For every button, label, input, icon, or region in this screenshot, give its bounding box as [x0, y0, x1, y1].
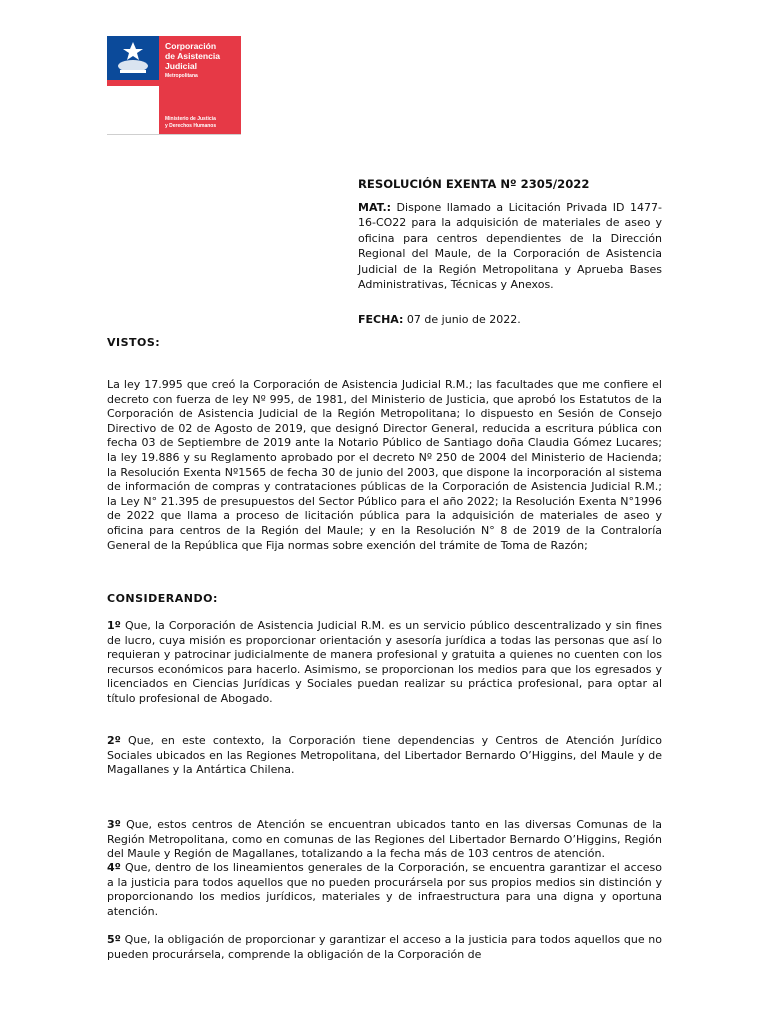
item-text: Que, en este contexto, la Corporación tiene dependencias y Centros de Atención Jurídico Sociales ubicados en las Regiones Metropolitana, del Libertador Bernardo O’Higgins, del Maule y de Magallanes y la Antártica Chilena.	[107, 734, 662, 777]
vistos-heading: VISTOS:	[107, 336, 161, 349]
item-number: 2º	[107, 734, 121, 747]
ministry-line1: Ministerio de Justicia	[165, 116, 216, 122]
considerando-item-3	[107, 818, 662, 862]
coat-of-arms-icon	[112, 40, 154, 78]
institution-logo	[107, 36, 241, 135]
matter-label: MAT.:	[358, 201, 392, 214]
date-value: 07 de junio de 2022.	[403, 313, 521, 326]
logo-emblem	[107, 36, 159, 134]
item-number: 1º	[107, 619, 121, 632]
ministry-line2: y Derechos Humanos	[165, 123, 217, 129]
item-text: Que, estos centros de Atención se encuentran ubicados tanto en las diversas Comunas de la Región Metropolitana, como en comunas de las Regiones del Libertador Bernardo O’Higgins, Región del Maule y Región de Magallanes, totalizando a la fecha más de 103 centros de atención.	[107, 818, 662, 861]
considerando-item-1	[107, 619, 662, 707]
matter-text: Dispone llamado a Licitación Privada ID 1477-16-CO22 para la adquisición de materiales de aseo y oficina para centros dependientes de la Dirección Regional del Maule, de la Corporación de Asistencia Judicial de la Región Metropolitana y Aprueba Bases Administrativas, Técnicas y Anexos.	[358, 201, 662, 292]
item-text: Que, la obligación de proporcionar y garantizar el acceso a la justicia para todos aquellos que no pueden procurársela, comprende la obligación de la Corporación de	[107, 933, 662, 961]
org-name-line3: Judicial	[165, 61, 197, 71]
date-line	[358, 313, 521, 326]
considerando-item-5	[107, 933, 662, 962]
considerando-item-4	[107, 861, 662, 919]
resolution-title: RESOLUCIÓN EXENTA Nº 2305/2022	[358, 177, 590, 191]
vistos-paragraph: La ley 17.995 que creó la Corporación de Asistencia Judicial R.M.; las facultades que me confiere el decreto con fuerza de ley Nº 995, de 1981, del Ministerio de Justicia, que aprobó los Estatutos de la Corporación de Asistencia Judicial de la Región Metropolitana; lo dispuesto en Sesión de Consejo Directivo de 02 de Agosto de 2019, que designó Director General, reducida a escritura pública con fecha 03 de Septiembre de 2019 ante la Notario Público de Santiago doña Claudia Gómez Lucares; la ley 19.886 y su Reglamento aprobado por el decreto Nº 250 de 2004 del Ministerio de Hacienda; la Resolución Exenta Nº1565 de fecha 30 de junio del 2003, que dispone la incorporación al sistema de información de compras y contrataciones públicas de la Corporación de Asistencia Judicial R.M.; la Ley N° 21.395 de presupuestos del Sector Público para el año 2022; la Resolución Exenta N°1996 de 2022 que llama a proceso de licitación pública para la adquisición de materiales de aseo y oficina para centros de la Región del Maule; y en la Resolución N° 8 de 2019 de la Contraloría General de la República que Fija normas sobre exención del trámite de Toma de Razón;	[107, 378, 662, 552]
item-number: 5º	[107, 933, 121, 946]
org-name-line1: Corporación	[165, 41, 217, 51]
item-text: Que, la Corporación de Asistencia Judicial R.M. es un servicio público descentralizado y sin fines de lucro, cuya misión es proporcionar orientación y asesoría jurídica a todas las personas que así lo requieran y patrocinar judicialmente de manera profesional y gratuita a quienes no cuenten con los recursos económicos para hacerlo. Asimismo, se proporcionan los medios para que los egresados y licenciados en Ciencias Jurídicas y Sociales puedan realizar su práctica profesional, para optar al título profesional de Abogado.	[107, 619, 662, 705]
org-subtitle: Metropolitana	[165, 73, 198, 79]
item-number: 4º	[107, 861, 121, 874]
considerando-heading: CONSIDERANDO:	[107, 592, 218, 605]
ministry-name	[165, 116, 216, 130]
item-text: Que, dentro de los lineamientos generales de la Corporación, se encuentra garantizar el acceso a la justicia para todos aquellos que no pueden procurársela por sus propios medios sin distinción y proporcionando los medios jurídicos, materiales y de infraestructura para una digna y oportuna atención.	[107, 861, 662, 918]
item-number: 3º	[107, 818, 121, 831]
considerando-item-2	[107, 734, 662, 778]
logo-text-panel	[159, 36, 241, 134]
date-label: FECHA:	[358, 313, 404, 326]
org-name-line2: de Asistencia	[165, 51, 221, 61]
matter-paragraph	[358, 200, 662, 292]
